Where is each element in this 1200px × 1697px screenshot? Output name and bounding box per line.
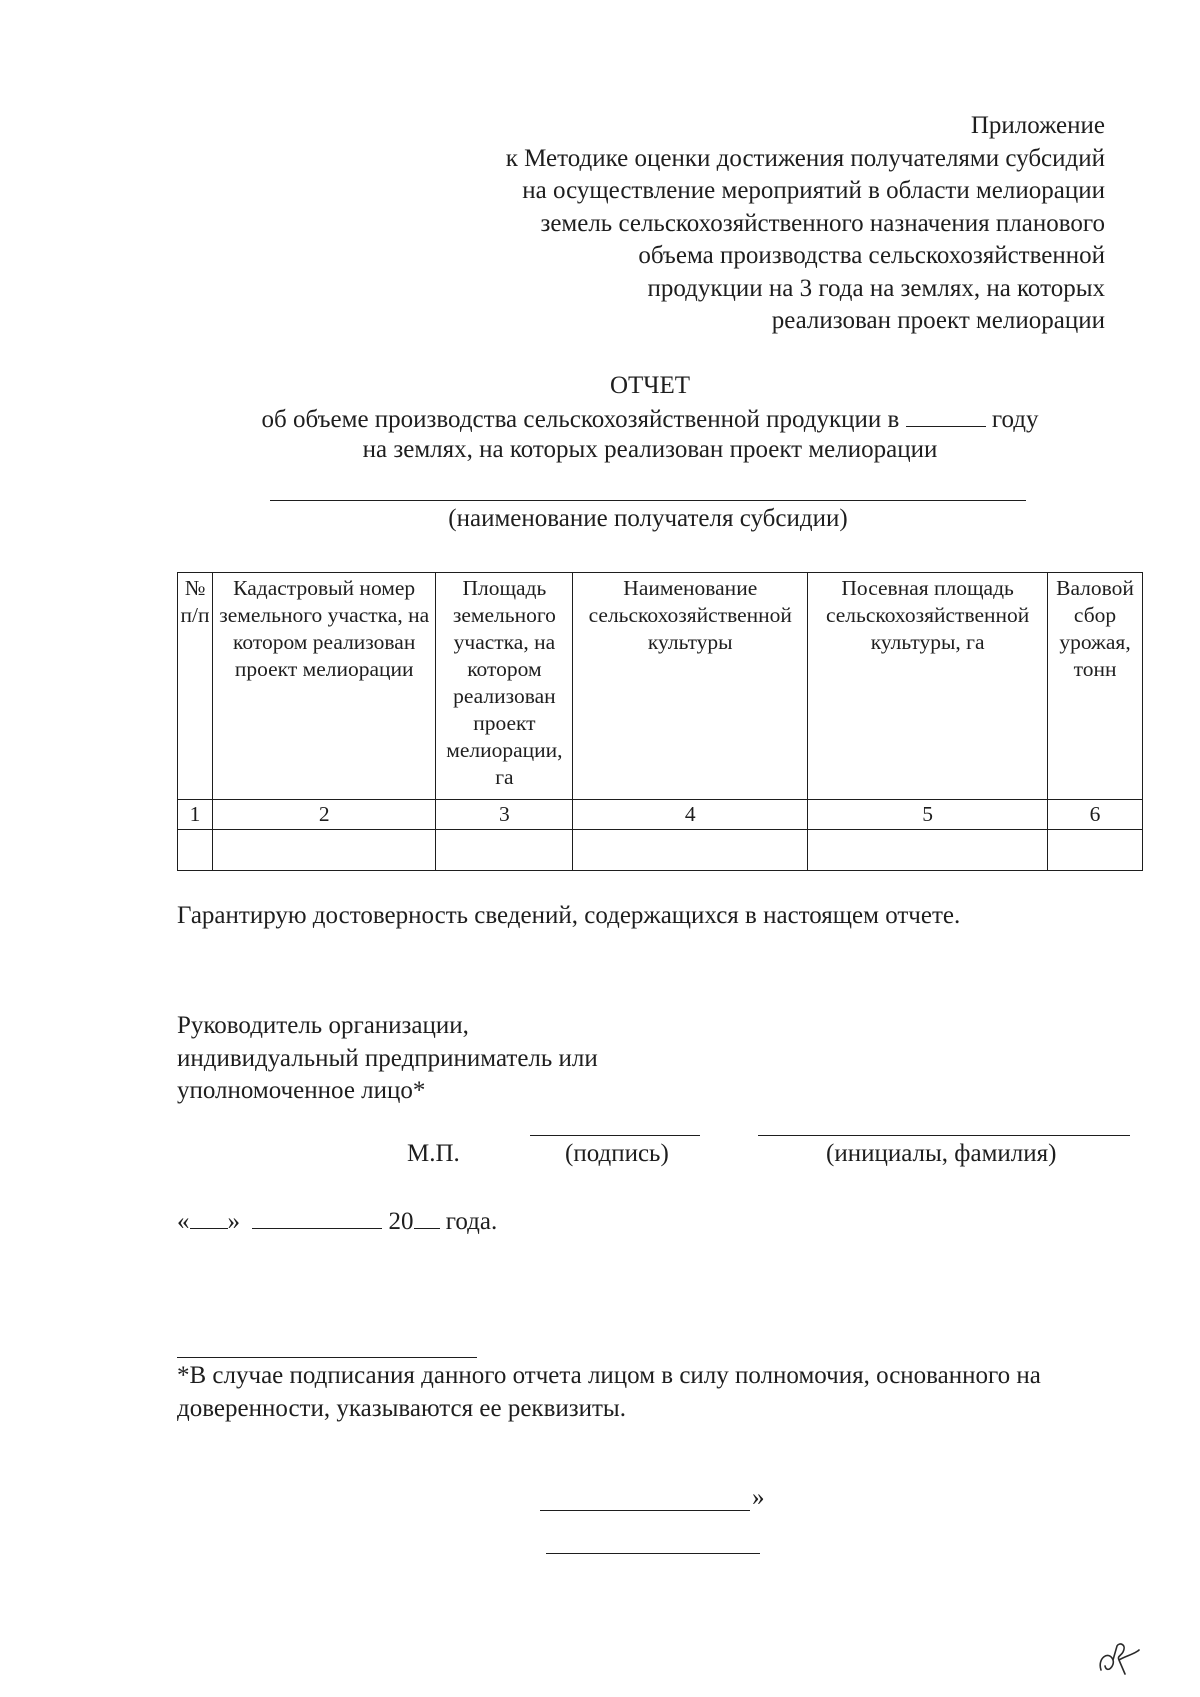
recipient-name-line xyxy=(270,500,1026,501)
date-line xyxy=(177,1208,497,1236)
signatory-line: Руководитель организации, xyxy=(177,1012,469,1039)
column-number: 1 xyxy=(178,800,213,830)
header-cell-harvest: Валовой сбор урожая, тонн xyxy=(1048,573,1143,800)
stamp-label: М.П. xyxy=(407,1140,460,1167)
closing-line-1 xyxy=(540,1510,750,1511)
table-cell xyxy=(573,830,808,871)
year-blank xyxy=(906,406,986,427)
header-cell-area: Площадь земельного участка, на котором реализован проект мелиорации, га xyxy=(436,573,573,800)
column-number: 3 xyxy=(436,800,573,830)
name-caption: (инициалы, фамилия) xyxy=(826,1140,1057,1167)
footnote-separator xyxy=(177,1357,477,1358)
closing-line-2 xyxy=(546,1553,760,1554)
date-open-quote: « xyxy=(177,1208,190,1235)
annex-line: на осуществление мероприятий в области мелиорации xyxy=(522,177,1105,204)
year-digits-blank xyxy=(414,1208,440,1229)
column-number: 6 xyxy=(1048,800,1143,830)
column-number: 5 xyxy=(808,800,1048,830)
table-cell xyxy=(808,830,1048,871)
signature-caption: (подпись) xyxy=(565,1140,669,1167)
report-title: ОТЧЕТ xyxy=(609,372,691,399)
signatory-line: уполномоченное лицо* xyxy=(177,1077,426,1104)
signature-line xyxy=(530,1135,700,1136)
handwritten-initials-mark xyxy=(1095,1640,1145,1680)
signatory-line: индивидуальный предприниматель или xyxy=(177,1044,598,1072)
subtitle-line-1 xyxy=(0,405,1200,435)
report-subtitle xyxy=(0,405,1200,465)
year-suffix: года. xyxy=(445,1208,498,1235)
header-cell-sown-area: Посевная площадь сельскохозяйственной культуры, га xyxy=(808,573,1048,800)
subtitle-line-2: на землях, на которых реализован проект мелиорации xyxy=(362,436,938,463)
annex-header xyxy=(506,110,1105,338)
subtitle-year-word: году xyxy=(991,406,1039,433)
table-row xyxy=(178,830,1143,871)
name-line xyxy=(758,1135,1130,1136)
year-prefix: 20 xyxy=(388,1208,414,1235)
footnote: *В случае подписания данного отчета лицом в силу полномочия, основанного на доверенности, указываются ее реквизиты. xyxy=(177,1362,1041,1422)
column-number: 2 xyxy=(212,800,436,830)
annex-line: объема производства сельскохозяйственной xyxy=(638,242,1105,269)
date-close-quote: » xyxy=(227,1208,240,1235)
recipient-caption: (наименование получателя субсидии) xyxy=(448,505,848,532)
header-cell-number: № п/п xyxy=(178,573,213,800)
annex-line: Приложение xyxy=(970,112,1105,139)
annex-line: к Методике оценки достижения получателями субсидий xyxy=(505,144,1105,172)
month-blank xyxy=(252,1208,382,1229)
table-header-row xyxy=(178,573,1143,800)
column-number: 4 xyxy=(573,800,808,830)
table-cell xyxy=(212,830,436,871)
day-blank xyxy=(190,1208,228,1229)
annex-line: земель сельскохозяйственного назначения планового xyxy=(540,209,1105,237)
signatory-block xyxy=(177,1010,598,1108)
closing-quote: » xyxy=(752,1484,765,1511)
table-cell xyxy=(1048,830,1143,871)
header-cell-crop-name: Наименование сельскохозяйственной культуры xyxy=(573,573,808,800)
guarantee-statement: Гарантирую достоверность сведений, содержащихся в настоящем отчете. xyxy=(177,902,961,929)
annex-line: продукции на 3 года на землях, на которых xyxy=(647,274,1105,302)
table-cell xyxy=(436,830,573,871)
table-cell xyxy=(178,830,213,871)
subtitle-text: об объеме производства сельскохозяйственной продукции в xyxy=(261,406,900,433)
annex-line: реализован проект мелиорации xyxy=(771,307,1105,334)
header-cell-cadastral: Кадастровый номер земельного участка, на котором реализован проект мелиорации xyxy=(212,573,436,800)
column-number-row xyxy=(178,800,1143,830)
report-table xyxy=(177,572,1143,871)
